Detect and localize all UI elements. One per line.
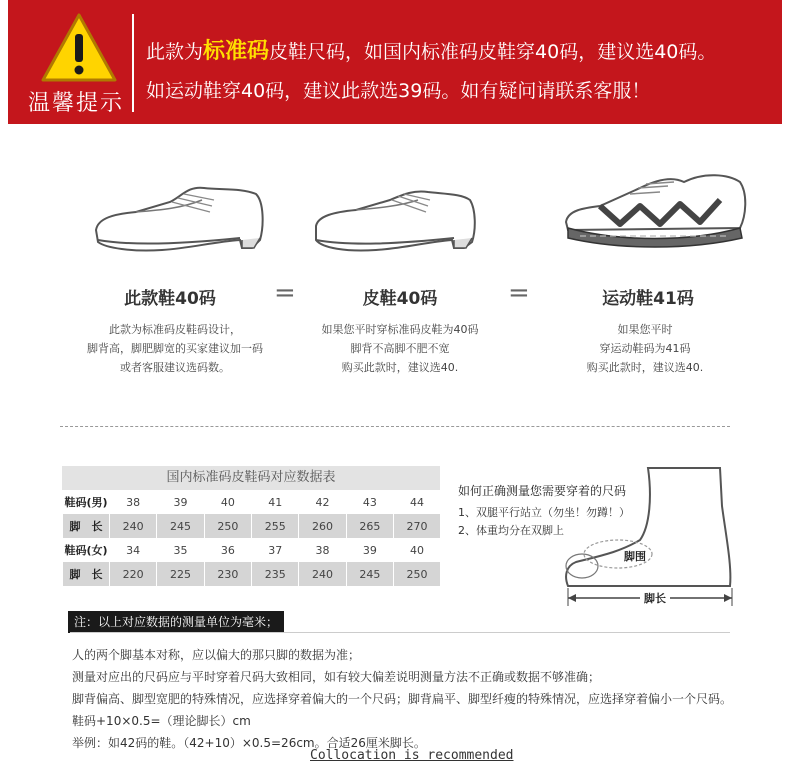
banner-line-1-suffix: 皮鞋尺码，如国内标准码皮鞋穿40码，建议选40码。 xyxy=(269,41,717,63)
shoe-desc-1-line: 或者客服建议选码数。 xyxy=(120,361,230,374)
table-cell: 245 xyxy=(157,514,204,538)
table-cell: 250 xyxy=(204,514,251,538)
table-cell: 39 xyxy=(157,490,204,514)
table-cell: 40 xyxy=(204,490,251,514)
footer-caption: Collocation is recommended xyxy=(310,748,514,763)
shoe-title-1: 此款鞋40码 xyxy=(124,289,216,309)
note-line: 脚背偏高、脚型宽肥的特殊情况，应选择穿着偏大的一个尺码；脚背扁平、脚型纤瘦的特殊情况，应选择穿着偏小一个尺码。 xyxy=(72,692,733,706)
table-cell: 39 xyxy=(346,538,393,562)
table-cell: 35 xyxy=(157,538,204,562)
table-cell: 44 xyxy=(394,490,440,514)
warning-triangle-icon xyxy=(40,12,118,84)
shoe-desc-2-line: 如果您平时穿标准码皮鞋为40码 xyxy=(321,323,479,336)
table-row xyxy=(63,562,441,586)
measure-step-1: 1、双腿平行站立（勿坐！勿蹲！） xyxy=(458,506,630,519)
table-cell: 235 xyxy=(252,562,299,586)
shoe-desc-3-line: 购买此款时，建议选40. xyxy=(586,361,704,374)
warning-banner xyxy=(8,0,782,124)
table-cell: 260 xyxy=(299,514,346,538)
shoe-desc-3 xyxy=(540,320,750,377)
row-label: 鞋码(男) xyxy=(63,490,110,514)
sneaker-icon xyxy=(560,168,750,252)
measure-title: 如何正确测量您需要穿着的尺码 xyxy=(458,484,627,498)
table-cell: 225 xyxy=(157,562,204,586)
measure-step-2: 2、体重均分在双脚上 xyxy=(458,524,564,537)
dress-shoe-icon xyxy=(92,182,268,260)
size-table-title: 国内标准码皮鞋码对应数据表 xyxy=(62,466,440,490)
equals-sign-2: = xyxy=(508,278,530,308)
banner-line-2: 如运动鞋穿40码，建议此款选39码。如有疑问请联系客服！ xyxy=(146,80,651,102)
banner-highlight: 标准码 xyxy=(203,39,270,64)
banner-divider xyxy=(132,14,134,112)
table-cell: 270 xyxy=(394,514,440,538)
table-row xyxy=(63,538,441,562)
shoe-title-2: 皮鞋40码 xyxy=(362,289,438,309)
shoe-desc-3-line: 穿运动鞋码为41码 xyxy=(599,342,691,355)
size-table xyxy=(62,466,440,586)
table-cell: 38 xyxy=(299,538,346,562)
note-line: 人的两个脚基本对称，应以偏大的那只脚的数据为准； xyxy=(72,648,361,662)
note-line: 鞋码+10×0.5=（理论脚长）cm xyxy=(72,714,251,728)
row-label: 鞋码(女) xyxy=(63,538,110,562)
divider-dashed xyxy=(60,426,730,427)
foot-length-label: 脚长 xyxy=(640,590,670,606)
shoe-desc-1-line: 脚背高，脚肥脚宽的买家建议加一码 xyxy=(87,342,263,355)
table-cell: 245 xyxy=(346,562,393,586)
table-cell: 220 xyxy=(110,562,157,586)
banner-line-1-prefix: 此款为 xyxy=(146,41,204,63)
note-line: 举例：如42码的鞋。（42+10）×0.5=26cm。合适26厘米脚长。 xyxy=(72,736,426,750)
table-cell: 42 xyxy=(299,490,346,514)
shoe-desc-2 xyxy=(290,320,510,377)
shoe-desc-2-line: 脚背不高脚不肥不宽 xyxy=(350,342,450,355)
table-cell: 43 xyxy=(346,490,393,514)
equals-sign-1: = xyxy=(274,278,296,308)
leather-shoe-icon xyxy=(310,186,480,260)
table-cell: 240 xyxy=(110,514,157,538)
table-cell: 250 xyxy=(394,562,440,586)
table-cell: 265 xyxy=(346,514,393,538)
shoe-desc-2-line: 购买此款时，建议选40. xyxy=(341,361,459,374)
note-line: 测量对应出的尺码应与平时穿着尺码大致相同，如有较大偏差说明测量方法不正确或数据不够准确； xyxy=(72,670,601,684)
table-cell: 34 xyxy=(110,538,157,562)
row-label: 脚 长 xyxy=(63,514,110,538)
table-cell: 36 xyxy=(204,538,251,562)
table-cell: 38 xyxy=(110,490,157,514)
table-cell: 255 xyxy=(252,514,299,538)
table-cell: 37 xyxy=(252,538,299,562)
note-bar: 注：以上对应数据的测量单位为毫米； xyxy=(68,611,284,633)
table-cell: 40 xyxy=(394,538,440,562)
shoe-desc-1-line: 此款为标准码皮鞋码设计， xyxy=(109,323,241,336)
foot-girth-label: 脚围 xyxy=(624,550,646,563)
table-cell: 230 xyxy=(204,562,251,586)
table-row xyxy=(63,514,441,538)
table-row xyxy=(63,490,441,514)
note-rule xyxy=(70,632,730,633)
warning-badge xyxy=(8,0,136,124)
shoe-desc-3-line: 如果您平时 xyxy=(617,323,673,336)
warning-label: 温馨提示 xyxy=(27,91,124,116)
shoe-desc-1 xyxy=(60,320,290,377)
table-cell: 41 xyxy=(252,490,299,514)
shoe-title-3: 运动鞋41码 xyxy=(602,289,694,309)
banner-line-1 xyxy=(146,34,716,65)
row-label: 脚 长 xyxy=(63,562,110,586)
table-cell: 240 xyxy=(299,562,346,586)
